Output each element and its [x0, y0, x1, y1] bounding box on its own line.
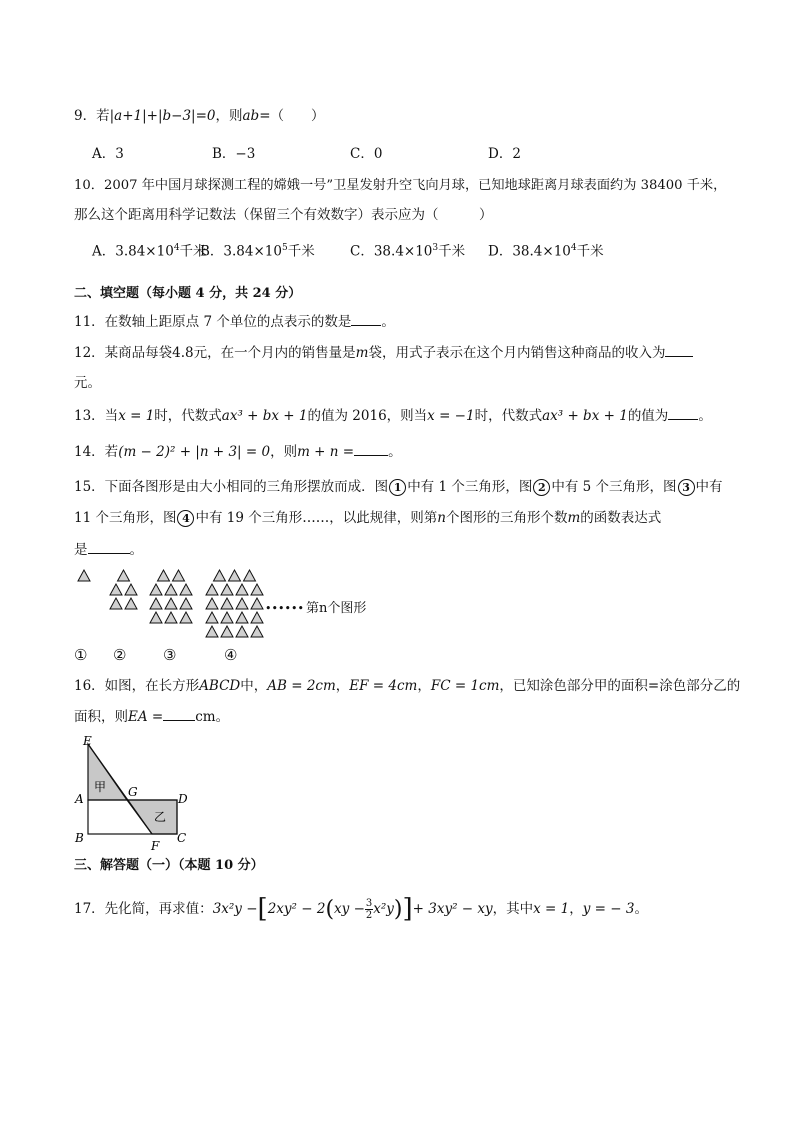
question-12-line1: 12．某商品每袋4.8元，在一个月内的销售量是m袋，用式子表示在这个月内销售这种商品的收入为: [74, 342, 693, 363]
shaded-region-yi: [127, 800, 177, 834]
pattern-triangle: [236, 626, 248, 637]
pattern-triangle: [118, 570, 130, 581]
pattern-triangle: [221, 598, 233, 609]
pattern-triangle: [221, 584, 233, 595]
q9-expression: |a+1|+|b−3|=0: [109, 108, 216, 124]
q9-number: 9．若: [74, 108, 110, 124]
pattern-triangle: [180, 584, 192, 595]
question-15-line3: 是 。: [74, 539, 143, 560]
question-12-line2: 元。: [74, 375, 101, 391]
label-c: C: [177, 831, 187, 845]
figure-label-4: ④: [224, 646, 238, 664]
q9-option-c: C．0: [350, 146, 383, 162]
question-16-line1: 16．如图，在长方形ABCD中，AB = 2cm，EF = 4cm，FC = 1cm，已知涂色部分甲的面积=涂色部分乙的: [74, 678, 741, 694]
pattern-triangle: [206, 598, 218, 609]
pattern-triangle: [110, 598, 122, 609]
question-15-line2: 11 个三角形，图 4 中有 19 个三角形……，以此规律，则第n个图形的三角形个数m的函数表达式: [74, 510, 662, 526]
question-16-line2: 面积，则EA = cm。: [74, 706, 229, 727]
question-14: 14．若(m − 2)² + |n + 3| = 0，则m + n = 。: [74, 441, 402, 462]
label-e: E: [83, 734, 92, 748]
continuation-dots: ••••••: [265, 602, 304, 615]
q13-blank: [668, 405, 698, 420]
pattern-triangle: [236, 598, 248, 609]
pattern-triangle: [173, 570, 185, 581]
figure-label-3: ③: [163, 646, 177, 664]
section-2-heading: 二、填空题（每小题 4 分，共 24 分）: [74, 286, 302, 301]
pattern-triangle: [236, 584, 248, 595]
pattern-triangle: [229, 570, 241, 581]
pattern-triangle: [125, 598, 137, 609]
label-d: D: [178, 792, 188, 806]
q10-option-d: D．$38.4\times 10^4$千米: [488, 243, 604, 260]
label-g: G: [128, 785, 138, 799]
nth-figure-label: 第n个图形: [306, 601, 367, 616]
q9-option-d: D．2: [488, 146, 521, 162]
triangle-pattern-figure: [70, 566, 400, 666]
q14-blank: [354, 441, 388, 456]
q16-blank: [163, 706, 195, 721]
pattern-triangle: [180, 598, 192, 609]
q9-option-a: A．3: [92, 146, 124, 162]
pattern-triangle: [206, 584, 218, 595]
q9-ab: ab: [242, 108, 260, 124]
q11-blank: [351, 311, 381, 326]
q15-blank: [88, 539, 130, 554]
pattern-triangle: [125, 584, 137, 595]
question-17: 17．先化简，再求值：3x²y −[2xy² − 2(xy − $\frac{3}{2}$ x²y)]+ 3xy² − xy，其中x = 1，y = − 3。: [74, 894, 648, 924]
question-15-line1: 15．下面各图形是由大小相同的三角形摆放而成．图 1 中有 1 个三角形，图 2 中有 5 个三角形，图 3 中有: [74, 479, 723, 495]
q10-option-b: B．$3.84\times 10^5$千米: [200, 243, 315, 260]
pattern-triangle: [180, 612, 192, 623]
question-10-line2: 那么这个距离用科学记数法（保留三个有效数字）表示应为（ ）: [74, 207, 493, 223]
pattern-triangle: [214, 570, 226, 581]
pattern-triangle: [221, 612, 233, 623]
figure-label-2: ②: [113, 646, 127, 664]
label-a: A: [75, 792, 84, 806]
q9-option-b: B．−3: [212, 146, 256, 162]
pattern-triangle: [251, 612, 263, 623]
pattern-triangle: [244, 570, 256, 581]
pattern-triangle: [206, 612, 218, 623]
pattern-triangle: [110, 584, 122, 595]
figure-label-1: ①: [74, 646, 88, 664]
question-11: 11．在数轴上距原点 7 个单位的点表示的数是 。: [74, 311, 395, 332]
q9-then: ，则: [215, 108, 243, 124]
label-jia: 甲: [94, 780, 107, 794]
q9-bracket: =（ ）: [259, 108, 325, 124]
pattern-triangle: [206, 626, 218, 637]
pattern-triangle: [236, 612, 248, 623]
section-3-heading: 三、解答题（一）（本题 10 分）: [74, 858, 264, 873]
q10-option-c: C．$38.4\times 10^3$千米: [350, 243, 466, 260]
question-13: 13．当x = 1时，代数式ax³ + bx + 1的值为 2016，则当x = −1时，代数式ax³ + bx + 1的值为 。: [74, 405, 712, 426]
pattern-triangle: [165, 598, 177, 609]
q10-option-a: A．$3.84\times 10^4$千米: [92, 243, 207, 260]
q12-blank: [665, 342, 693, 357]
rectangle-geometry-figure: [70, 730, 200, 854]
label-b: B: [75, 831, 84, 845]
pattern-triangle: [150, 612, 162, 623]
question-9: [74, 106, 325, 126]
label-yi: 乙: [154, 810, 167, 824]
pattern-triangle: [165, 584, 177, 595]
pattern-triangle: [221, 626, 233, 637]
question-10-line1: 10．2007 年中国月球探测工程的嫦娥一号”卫星发射升空飞向月球，已知地球距离月球表面约为 38400 千米，: [74, 178, 727, 193]
pattern-triangle: [150, 584, 162, 595]
label-f: F: [151, 839, 160, 853]
pattern-triangle: [78, 570, 90, 581]
pattern-triangle: [251, 626, 263, 637]
pattern-triangle: [150, 598, 162, 609]
pattern-triangle: [251, 584, 263, 595]
pattern-triangle: [158, 570, 170, 581]
pattern-triangle: [251, 598, 263, 609]
fraction-three-halves: $\frac{3}{2}$: [365, 898, 373, 921]
pattern-triangle: [165, 612, 177, 623]
